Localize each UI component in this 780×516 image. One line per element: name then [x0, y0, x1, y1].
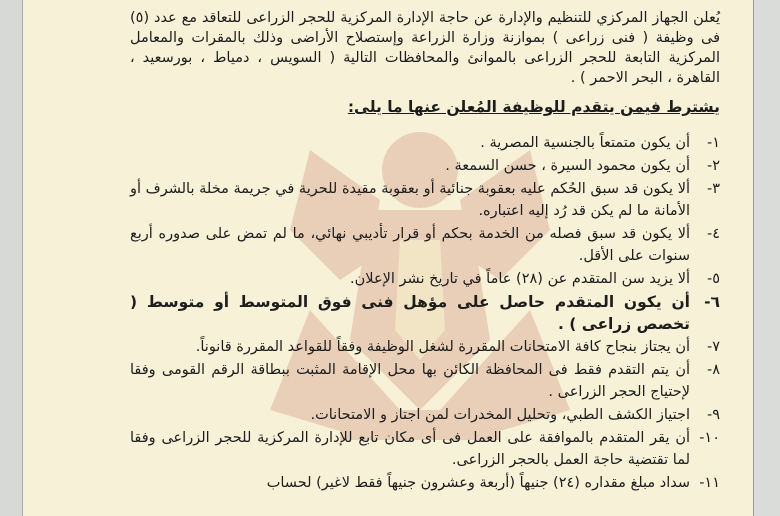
condition-item: ١٠- أن يقر المتقدم بالموافقة على العمل فى أى مكان تابع للإدارة المركزية للحجر الزراعى وفقا لما تقتضية حاجة العمل بالحجر الزراعى.	[130, 430, 720, 468]
condition-item: ٥- ألا يزيد سن المتقدم عن (٢٨) عاماً في تاريخ نشر الإعلان.	[350, 271, 720, 287]
condition-item: ١١- سداد مبلغ مقداره (٢٤) جنيهاً (أربعة وعشرون جنيهاً فقط لاغير) لحساب	[266, 475, 720, 491]
document-body	[130, 0, 720, 495]
condition-item: ٦- أن يكون المتقدم حاصل على مؤهل فنى فوق المتوسط أو متوسط ( تخصص زراعى ) .	[130, 293, 720, 333]
condition-item: ٤- ألا يكون قد سبق فصله من الخدمة بحكم أو قرار تأديبي نهائي، ما لم تمض على صدوره أربع سنوات على الأقل.	[130, 226, 720, 264]
announcement-intro: يُعلن الجهاز المركزي للتنظيم والإدارة عن حاجة الإدارة المركزية للحجر الزراعى للتعاقد مع عدد (٥) فى وظيفة ( فنى زراعى ) بموازنة وزارة الزراعة وإستصلاح الأراضى وذلك بالمقرات والمعامل المركزية التابعة للحجر الزراعى بالموانئ والمحافظات التالية ( السويس ، دمياط ، بورسعيد ، القاهرة ، البحر الاحمر ) .	[130, 10, 720, 86]
condition-item: ٣- ألا يكون قد سبق الحُكم عليه بعقوبة جنائية أو بعقوبة مقيدة للحرية في جريمة مخلة بالشرف أو الأمانة ما لم يكن قد رُد إليه اعتباره.	[130, 181, 720, 219]
conditions-list	[130, 132, 720, 494]
condition-item: ٨- أن يتم التقدم فقط فى المحافظة الكائن بها محل الإقامة المثبت ببطاقة الرقم القومى وفقا لإحتياج الحجر الزراعى .	[130, 362, 720, 400]
conditions-heading: يشترط فيمن يتقدم للوظيفة المُعلن عنها ما يلى:	[347, 98, 720, 116]
scanner-frame-right	[753, 0, 780, 516]
condition-item: ٧- أن يجتاز بنجاح كافة الامتحانات المقررة لشغل الوظيفة وفقاً للقواعد المقررة قانوناً.	[195, 339, 720, 355]
condition-item: ٩- اجتياز الكشف الطبي، وتحليل المخدرات لمن اجتاز و الامتحانات.	[310, 407, 720, 423]
scanner-frame-left	[0, 0, 23, 516]
condition-item: ١- أن يكون متمتعاً بالجنسية المصرية .	[480, 135, 720, 151]
condition-item: ٢- أن يكون محمود السيرة ، حسن السمعة .	[445, 158, 720, 174]
